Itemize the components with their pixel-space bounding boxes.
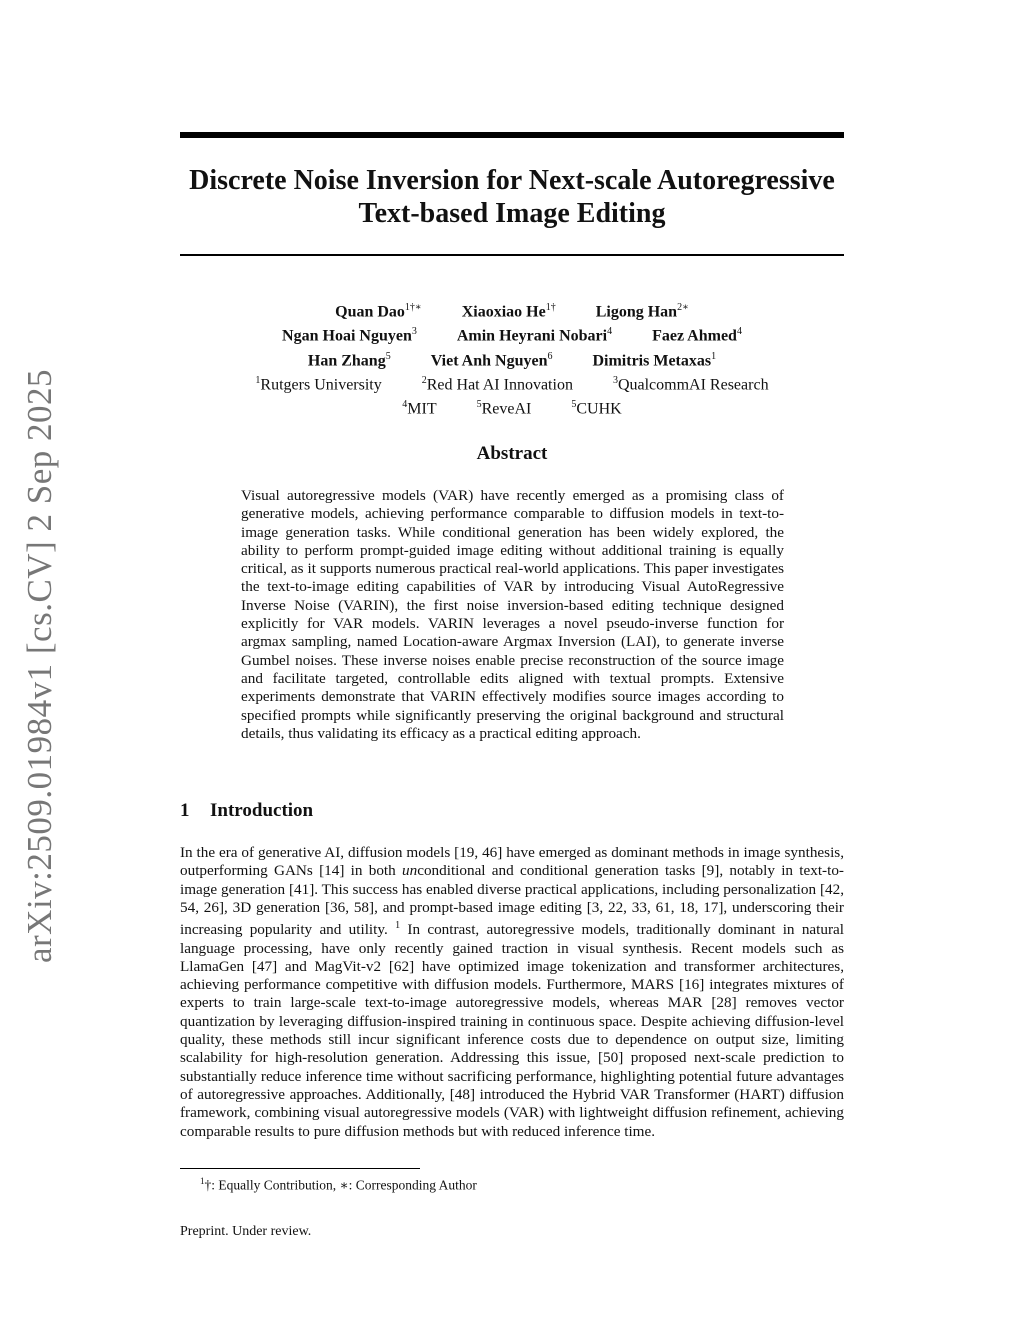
abstract-text: Visual autoregressive models (VAR) have recently emerged as a promising class of generative models, achieving performance comparable to diffusion models in text-to-image generation tasks. While conditional generation has been widely explored, the ability to perform prompt-guided image editing without additional training is equally critical, as it supports numerous practical real-world applications. This paper investigates the text-to-image editing capabilities of VAR by introducing Visual AutoRegressive Inverse Noise (VARIN), the first noise inversion-based editing technique designed explicitly for VAR models. VARIN leverages a novel pseudo-inverse function for argmax sampling, named Location-aware Argmax Inversion (LAI), to generate inverse Gumbel noises. These inverse noises enable precise reconstruction of the source image and facilitate targeted, controllable edits aligned with textual prompts. Extensive experiments demonstrate that VARIN effectively modifies source images according to specified prompts while significantly preserving the original background and structural details, thus validating its efficacy as a practical editing approach.: [241, 487, 784, 742]
title-bottom-rule: [180, 254, 844, 256]
preprint-note: Preprint. Under review.: [180, 1224, 312, 1239]
title-top-rule: [180, 132, 844, 138]
arxiv-identifier: arXiv:2509.01984v1 [cs.CV] 2 Sep 2025: [20, 368, 59, 964]
section-title: Introduction: [210, 800, 314, 821]
author: Xiaoxiao $He^{1\dagger}$: [461, 302, 556, 321]
author-row: [180, 322, 844, 345]
affiliation-row: [180, 371, 844, 394]
affiliation: $^2$Red Hat AI Innovation: [421, 374, 573, 394]
author: Han Zhang$^5$: [307, 350, 391, 369]
abstract-heading: Abstract: [476, 443, 548, 464]
author: Quan Dao$^{1\dagger∗}$: [335, 302, 422, 321]
affiliation-row: [180, 395, 844, 418]
author: Ligong Han$^{2∗}$: [595, 302, 689, 321]
section-number: 1: [180, 800, 190, 821]
author-row: [180, 298, 844, 321]
arxiv-stamp: [12, 0, 68, 1325]
affiliation: $^5$ReveAI: [476, 399, 532, 418]
footnote: $^1$†: Equally Contribution, ∗: Corresponding Author: [200, 1176, 477, 1193]
author: Amin Heyrani Nobari$^4$: [456, 326, 613, 345]
section-heading: [180, 800, 313, 822]
author: Faez Ahmed$^4$: [652, 326, 742, 345]
author-row: [180, 347, 844, 370]
introduction-paragraph: In the era of generative AI, diffusion models [19, 46] have emerged as dominant methods in image synthesis, outperforming GANs [14] in both unconditional and conditional generation tasks [9], notably in text-to-image generation [41]. This success has enabled diverse practical applications, including personalization [42, 54, 26], 3D generation [36, 58], and prompt-based image editing [3, 22, 33, 61, 18, 17], underscoring their increasing popularity and utility. $^1$ In contrast, autoregressive models, traditionally dominant in natural language processing, have only recently gained traction in visual synthesis. Recent models such as LlamaGen [47] and MagVit-v2 [62] have optimized image tokenization and transformer architectures, achieving performance competitive with diffusion models. Furthermore, MARS [16] integrates mixtures of experts to train large-scale text-to-image autoregressive models, whereas MAR [28] removes vector quantization by leveraging diffusion-inspired training in continuous space. Despite achieving diffusion-level quality, these methods still incur significant inference costs due to dependence on output size, limiting scalability for high-resolution generation. Addressing this issue, [50] proposed next-scale prediction to substantially reduce inference time without sacrificing performance, highlighting potential future advantages of autoregressive approaches. Additionally, [48] introduced the Hybrid VAR Transformer (HART) diffusion framework, combining visual autoregressive models (VAR) with lightweight diffusion refinement, achieving comparable results to pure diffusion methods but with reduced inference time.: [180, 844, 844, 1140]
affiliation: $^1$Rutgers University: [255, 374, 382, 394]
affiliation: $^3$QualcommAI Research: [612, 374, 769, 394]
affiliation: $^4$MIT: [402, 399, 437, 418]
title-line-2: Text-based Image Editing: [358, 198, 666, 229]
author-block: [180, 298, 844, 420]
footnote-marker[interactable]: 1: [395, 920, 401, 932]
footnote-rule: [180, 1168, 420, 1169]
affiliation: $^5$CUHK: [571, 399, 622, 418]
author: Ngan Hoai Nguyen$^3$: [282, 326, 417, 345]
title-line-1: Discrete Noise Inversion for Next-scale Autoregressive: [189, 165, 835, 196]
author: Dimitris Metaxas$^1$: [592, 350, 717, 369]
paper-title: [180, 164, 844, 230]
author: Viet Anh Nguyen$^6$: [430, 350, 553, 369]
